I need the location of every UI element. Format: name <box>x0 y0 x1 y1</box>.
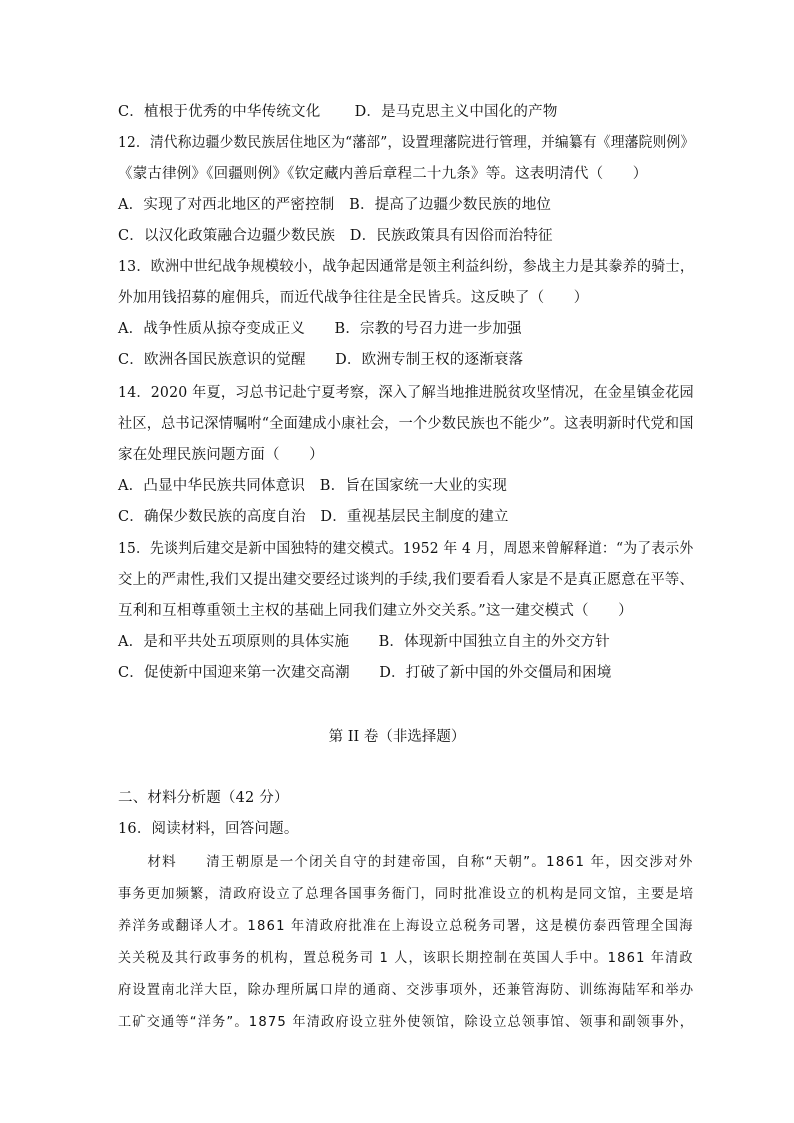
q12-stem-line1: 12．清代称边疆少数民族居住地区为“藩部”，设置理藩院进行管理，并编纂有《理藩院则例》 <box>118 135 695 151</box>
material-line4: 关关税及其行政事务的机构，置总税务司 1 人，该职长期控制在英国人手中。1861 年清政 <box>118 950 694 966</box>
material-line5: 府设置南北洋大臣，除办理所属口岸的通商、交涉事项外，还兼管海防、训练海陆军和举办 <box>118 982 695 998</box>
q15-stem-line3: 互利和互相尊重领土主权的基础上同我们建立外交关系。”这一建交模式（ ） <box>118 603 633 619</box>
material-line1: 材料 清王朝原是一个闭关自守的封建帝国，自称“天朝”。1861 年，因交涉对外 <box>118 854 694 870</box>
q15-options-cd: C．促使新中国迎来第一次建交高潮 D．打破了新中国的外交僵局和困境 <box>118 665 612 681</box>
q14-stem-line1: 14．2020 年夏，习总书记赴宁夏考察，深入了解当地推进脱贫攻坚情况，在金星镇金花园 <box>118 385 694 401</box>
q12-stem-line2: 《蒙古律例》《回疆则例》《钦定藏内善后章程二十九条》等。这表明清代（ ） <box>118 166 648 182</box>
q14-options-cd: C．确保少数民族的高度自治 D．重视基层民主制度的建立 <box>118 509 509 525</box>
q13-stem-line2: 外加用钱招募的雇佣兵，而近代战争往往是全民皆兵。这反映了（ ） <box>118 290 589 306</box>
material-line6: 工矿交通等“洋务”。1875 年清政府设立驻外使领馆，除设立总领事馆、领事和副领事外， <box>118 1014 695 1030</box>
section-heading: 二、材料分析题（42 分） <box>118 790 289 806</box>
q15-options-ab: A．是和平共处五项原则的具体实施 B．体现新中国独立自主的外交方针 <box>118 634 610 650</box>
q13-options-ab: A．战争性质从掠夺变成正义 B．宗教的号召力进一步加强 <box>118 321 522 337</box>
q13-stem-line1: 13．欧洲中世纪战争规模较小，战争起因通常是领主利益纠纷，参战主力是其豢养的骑士， <box>118 259 695 275</box>
q14-stem-line3: 家在处理民族问题方面（ ） <box>118 447 324 463</box>
q11-options-cd: C．植根于优秀的中华传统文化 D．是马克思主义中国化的产物 <box>118 104 558 120</box>
q14-stem-line2: 社区，总书记深情嘱咐“全面建成小康社会，一个少数民族也不能少”。这表明新时代党和国 <box>118 416 694 432</box>
q12-options-cd: C．以汉化政策融合边疆少数民族 D．民族政策具有因俗而治特征 <box>118 228 553 244</box>
material-line2: 事务更加频繁，清政府设立了总理各国事务衙门，同时批准设立的机构是同文馆，主要是培 <box>118 886 695 902</box>
q16-stem: 16．阅读材料，回答问题。 <box>118 821 299 837</box>
q15-stem-line1: 15．先谈判后建交是新中国独特的建交模式。1952 年 4 月，周恩来曾解释道：“为了表示外 <box>118 541 694 557</box>
q15-stem-line2: 交上的严肃性,我们又提出建交要经过谈判的手续,我们要看看人家是不是真正愿意在平等、 <box>118 572 694 588</box>
part2-title: 第 II 卷（非选择题） <box>328 729 466 745</box>
q14-options-ab: A．凸显中华民族共同体意识 B．旨在国家统一大业的实现 <box>118 478 508 494</box>
q12-options-ab: A．实现了对西北地区的严密控制 B．提高了边疆少数民族的地位 <box>118 197 552 213</box>
q13-options-cd: C．欧洲各国民族意识的觉醒 D．欧洲专制王权的逐渐衰落 <box>118 352 524 368</box>
material-line3: 养洋务或翻译人才。1861 年清政府批准在上海设立总税务司署，这是模仿泰西管理全国海 <box>118 918 694 934</box>
